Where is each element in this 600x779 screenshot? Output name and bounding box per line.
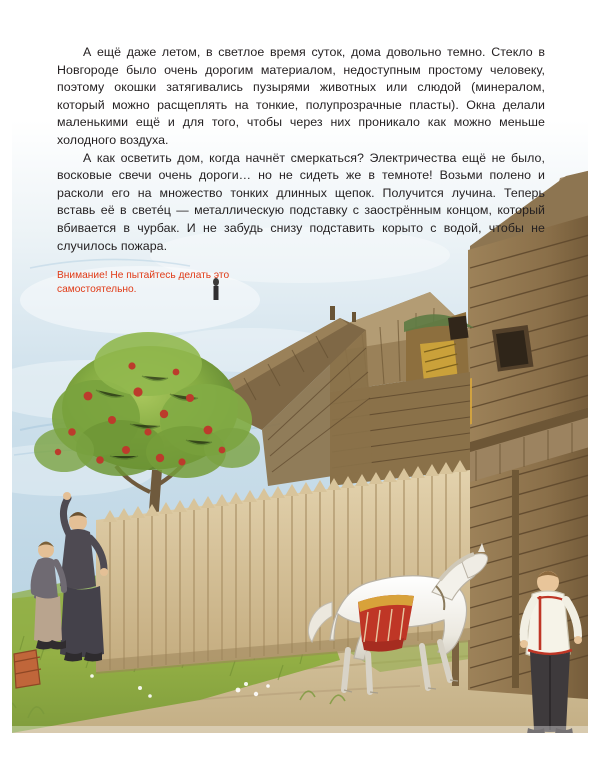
paragraph-1: А ещё даже летом, в светлое время суток, дома довольно темно. Стекло в Новгороде было очень дорогим материалом, недоступным простому человеку, поэтому окошки затягивались пузырями животных или слюдой (минералом, который можно расщеплять на тонкие, полупрозрачные пласты). Окна делали маленькими ещё и для того, чтобы через них проникало как можно меньше холодного воздуха. xyxy=(57,45,545,147)
right-margin xyxy=(588,0,600,779)
body-text xyxy=(57,44,545,306)
warning-note: Внимание! Не пытайтесь делать это самостоятельно. xyxy=(57,270,230,295)
top-margin xyxy=(0,0,600,44)
paragraph-2: А как осветить дом, когда начнёт смеркаться? Электричества ещё не было, восковые свечи очень дороги… но не сидеть же в темноте! Возьми полено и расколи его на множество тонких длинных щепок. Получится лучина. Теперь вставь её в свете́ц — металлическую подставку с заострённым концом, который вбивается в чурбак. И не забудь снизу подставить корыто с водой, чтобы не случилось пожара. xyxy=(57,150,545,253)
bottom-margin xyxy=(0,733,600,779)
left-margin xyxy=(0,0,12,779)
basket xyxy=(14,650,41,688)
